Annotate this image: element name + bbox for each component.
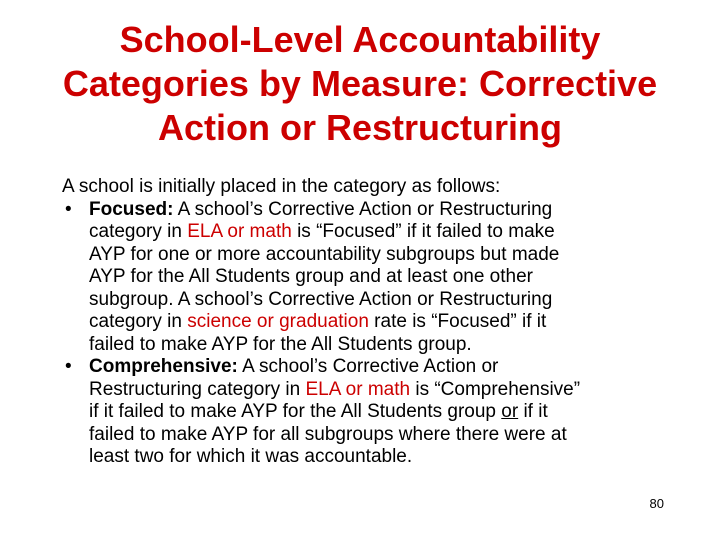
focused-term: Focused:: [89, 198, 174, 220]
bullet-focused: [62, 199, 662, 357]
focused-line-1: Focused: A school’s Corrective Action or Restructuring: [89, 198, 553, 220]
comprehensive-line-5: least two for which it was accountable.: [89, 446, 413, 467]
comprehensive-term: Comprehensive:: [89, 356, 238, 377]
focused-line-3: AYP for one or more accountability subgroups but made: [89, 243, 560, 265]
title-line-3: Action or Restructuring: [157, 107, 562, 148]
title-line-2: Categories by Measure: Corrective: [62, 63, 658, 104]
comprehensive-line-1: Comprehensive: A school’s Corrective Action or: [89, 356, 499, 377]
comprehensive-line-4: failed to make AYP for all subgroups where there were at: [89, 423, 567, 445]
bullet-icon: •: [65, 356, 72, 377]
highlight-ela-math-2: ELA or math: [305, 378, 411, 400]
page-number: 80: [649, 496, 664, 511]
bullet-comprehensive: [62, 356, 662, 469]
focused-line-7: failed to make AYP for the All Students group.: [89, 333, 472, 355]
underlined-or: or: [501, 401, 519, 422]
highlight-science-graduation: science or graduation: [187, 311, 369, 332]
focused-line-5: subgroup. A school’s Corrective Action or Restructuring: [89, 288, 553, 310]
focused-line-4: AYP for the All Students group and at least one other: [89, 266, 533, 287]
slide-title: [0, 18, 720, 150]
focused-line-2: category in ELA or math is “Focused” if it failed to make: [89, 221, 555, 242]
comprehensive-line-2: Restructuring category in ELA or math is “Comprehensive”: [89, 378, 581, 400]
bullet-icon: •: [65, 198, 72, 220]
title-line-1: School-Level Accountability: [119, 19, 601, 60]
highlight-ela-math: ELA or math: [187, 221, 292, 242]
slide-body: [62, 176, 662, 469]
comprehensive-line-3: if it failed to make AYP for the All Students group or if it: [89, 401, 548, 422]
intro-text: A school is initially placed in the category as follows:: [62, 176, 501, 197]
focused-line-6: category in science or graduation rate is “Focused” if it: [89, 311, 547, 332]
